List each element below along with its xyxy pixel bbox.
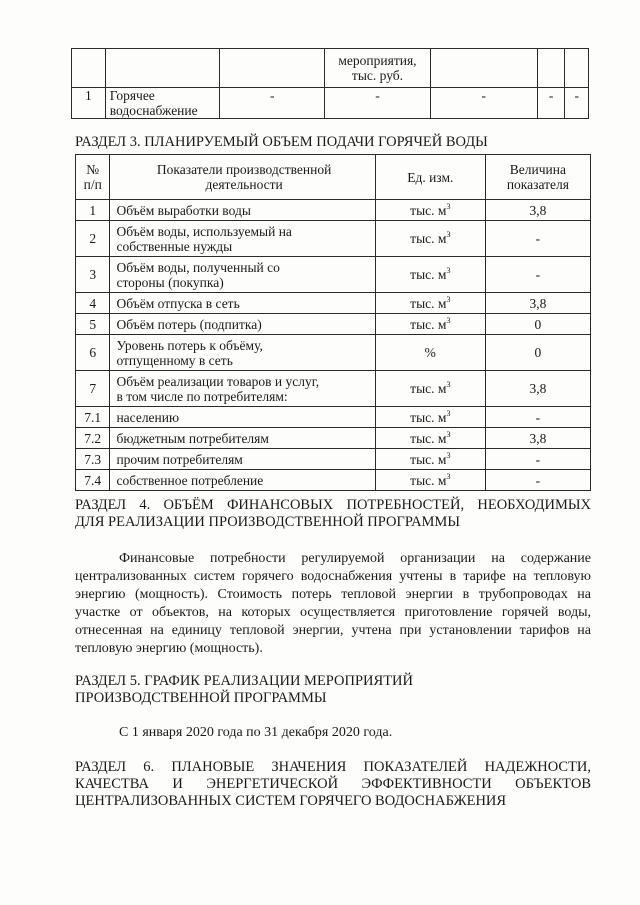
section6-title: РАЗДЕЛ 6. ПЛАНОВЫЕ ЗНАЧЕНИЯ ПОКАЗАТЕЛЕЙ НАДЕЖНОСТИ, КАЧЕСТВА И ЭНЕРГЕТИЧЕСКОЙ ЭФФЕКТИВНОСТИ ОБЪЕКТОВ ЦЕНТРАЛИЗОВАННЫХ СИСТЕМ ГОРЯЧЕГО ВОДОСНАБЖЕНИЯ (75, 759, 591, 809)
row-indicator: собственное потребление (110, 470, 375, 491)
row-value: 3,8 (485, 293, 590, 314)
row-name: Горячее водоснабжение (105, 88, 219, 119)
cell-dash: - (565, 88, 589, 119)
row-number: 7 (76, 371, 110, 407)
row-unit: тыс. $м^3$ (375, 449, 485, 470)
previous-table-header-row (72, 49, 589, 88)
cell-dash: - (430, 88, 537, 119)
row-indicator: бюджетным потребителям (110, 428, 375, 449)
header-fragment-cell: мероприятия, тыс. руб. (325, 49, 430, 88)
row-unit: тыс. $м^3$ (375, 371, 485, 407)
hot-water-volume-table (75, 154, 591, 491)
row-value: 0 (485, 314, 590, 335)
previous-table-fragment (71, 48, 589, 119)
row-number: 1 (72, 88, 106, 119)
row-number: 1 (76, 200, 110, 221)
row-value: - (485, 221, 590, 257)
row-indicator: Уровень потерь к объёму, отпущенному в сеть (110, 335, 375, 371)
section5-title: РАЗДЕЛ 5. ГРАФИК РЕАЛИЗАЦИИ МЕРОПРИЯТИЙ ПРОИЗВОДСТВЕННОЙ ПРОГРАММЫ (75, 673, 414, 706)
table-row (76, 314, 591, 335)
table-row (76, 335, 591, 371)
table-row (76, 221, 591, 257)
row-number: 7.1 (76, 407, 110, 428)
row-unit: тыс. $м^3$ (375, 257, 485, 293)
table-row (76, 371, 591, 407)
cell-dash: - (325, 88, 430, 119)
row-value: 3,8 (485, 200, 590, 221)
row-number: 7.2 (76, 428, 110, 449)
row-indicator: Объём воды, полученный со стороны (покупка) (110, 257, 375, 293)
table-row (76, 428, 591, 449)
row-value: - (485, 257, 590, 293)
row-value: - (485, 449, 590, 470)
hot-water-row (72, 88, 589, 119)
row-indicator: Объём реализации товаров и услуг, в том числе по потребителям: (110, 371, 375, 407)
cell-dash: - (537, 88, 565, 119)
row-unit: тыс. $м^3$ (375, 314, 485, 335)
row-value: 0 (485, 335, 590, 371)
table-row (76, 200, 591, 221)
section4-paragraph: Финансовые потребности регулируемой организации на содержание централизованных систем горячего водоснабжения учтены в тарифе на тепловую энергию (мощность). Стоимость потерь тепловой энергии в трубопроводах на участке от объектов, на которых осуществляется приготовление горячей воды, отнесенная на единицу тепловой энергии, учтена при установлении тарифов на тепловую энергию (мощность). (75, 551, 591, 656)
row-indicator: Объём выработки воды (110, 200, 375, 221)
section3-title: РАЗДЕЛ 3. ПЛАНИРУЕМЫЙ ОБЪЕМ ПОДАЧИ ГОРЯЧЕЙ ВОДЫ (75, 134, 488, 150)
row-indicator: Объём потерь (подпитка) (110, 314, 375, 335)
header-unit: Ед. изм. (375, 155, 485, 200)
row-number: 2 (76, 221, 110, 257)
row-unit: тыс. $м^3$ (375, 470, 485, 491)
table-row (76, 293, 591, 314)
row-number: 7.4 (76, 470, 110, 491)
row-unit: тыс. $м^3$ (375, 200, 485, 221)
row-indicator: Объём воды, используемый на собственные нужды (110, 221, 375, 257)
row-value: - (485, 470, 590, 491)
table-header-row (76, 155, 591, 200)
row-number: 7.3 (76, 449, 110, 470)
table-row (76, 257, 591, 293)
row-indicator: прочим потребителям (110, 449, 375, 470)
cell-dash: - (220, 88, 325, 119)
row-unit: тыс. $м^3$ (375, 221, 485, 257)
row-number: 4 (76, 293, 110, 314)
row-value: 3,8 (485, 428, 590, 449)
row-indicator: Объём отпуска в сеть (110, 293, 375, 314)
row-unit: тыс. $м^3$ (375, 407, 485, 428)
row-unit: тыс. $м^3$ (375, 428, 485, 449)
table-row (76, 407, 591, 428)
row-number: 6 (76, 335, 110, 371)
header-name: Показатели производственной деятельности (110, 155, 375, 200)
row-indicator: населению (110, 407, 375, 428)
row-unit: % (375, 335, 485, 371)
table-row (76, 470, 591, 491)
header-num: № п/п (76, 155, 110, 200)
row-number: 5 (76, 314, 110, 335)
section4-title: РАЗДЕЛ 4. ОБЪЁМ ФИНАНСОВЫХ ПОТРЕБНОСТЕЙ, НЕОБХОДИМЫХ ДЛЯ РЕАЛИЗАЦИИ ПРОИЗВОДСТВЕННОЙ ПРОГРАММЫ (75, 497, 591, 530)
table-row (76, 449, 591, 470)
row-number: 3 (76, 257, 110, 293)
header-value: Величина показателя (485, 155, 590, 200)
section5-paragraph: С 1 января 2020 года по 31 декабря 2020 года. (119, 725, 393, 740)
row-unit: тыс. $м^3$ (375, 293, 485, 314)
row-value: 3,8 (485, 371, 590, 407)
row-value: - (485, 407, 590, 428)
